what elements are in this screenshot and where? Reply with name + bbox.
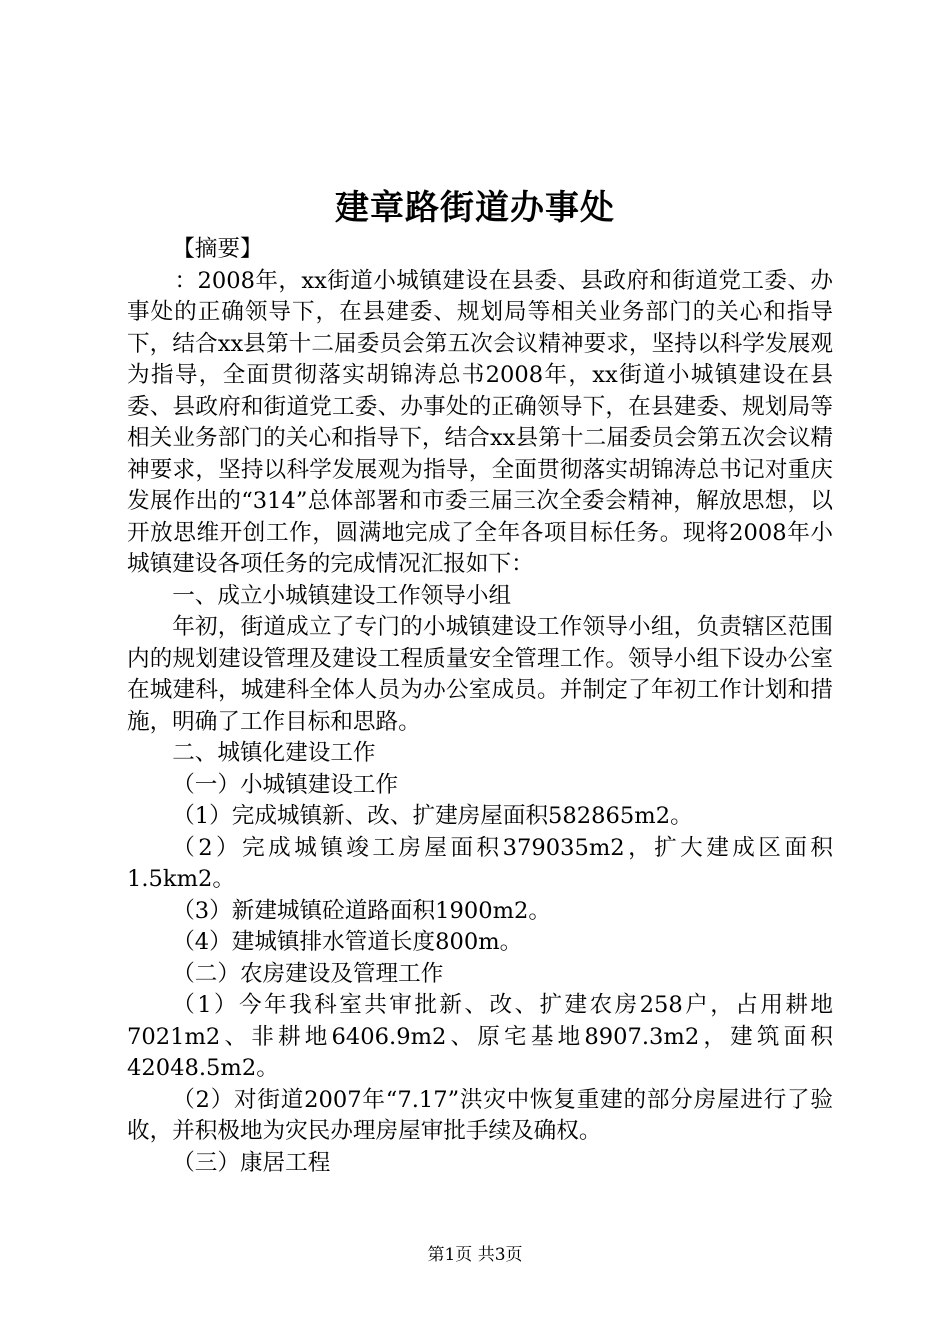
document-body [127, 234, 833, 1179]
list-item: （2）对街道2007年“7.17”洪灾中恢复重建的部分房屋进行了验收，并积极地为灾民办理房屋审批手续及确权。 [127, 1086, 833, 1144]
list-item: （2）完成城镇竣工房屋面积379035m2，扩大建成区面积1.5km2。 [127, 834, 833, 892]
subsection-heading: （三）康居工程 [172, 1149, 331, 1176]
list-item: （1）今年我科室共审批新、改、扩建农房258户，占用耕地7021m2、非耕地6406.9m2、原宅基地8907.3m2，建筑面积42048.5m2。 [127, 992, 833, 1081]
abstract-label: 【摘要】 [172, 236, 263, 262]
page-number-footer: 第1页 共3页 [427, 1245, 523, 1265]
document-title: 建章路街道办事处 [335, 188, 615, 228]
list-item: （4）建城镇排水管道长度800m。 [172, 929, 523, 955]
subsection-heading: （二）农房建设及管理工作 [172, 960, 444, 987]
abstract-paragraph: ：2008年，xx街道小城镇建设在县委、县政府和街道党工委、办事处的正确领导下，在县建委、规划局等相关业务部门的关心和指导下，结合xx县第十二届委员会第五次会议精神要求，坚持以科学发展观为指导，全面贯彻落实胡锦涛总书2008年，xx街道小城镇建设在县委、县政府和街道党工委、办事处的正确领导下，在县建委、规划局等相关业务部门的关心和指导下，结合xx县第十二届委员会第五次会议精神要求，坚持以科学发展观为指导，全面贯彻落实胡锦涛总书记对重庆发展作出的“314”总体部署和市委三届三次全委会精神，解放思想，以开放思维开创工作，圆满地完成了全年各项目标任务。现将2008年小城镇建设各项任务的完成情况汇报如下： [127, 267, 833, 577]
list-item: （3）新建城镇砼道路面积1900m2。 [172, 897, 551, 924]
subsection-heading: （一）小城镇建设工作 [172, 771, 399, 798]
section-heading: 一、成立小城镇建设工作领导小组 [172, 582, 512, 609]
list-item: （1）完成城镇新、改、扩建房屋面积582865m2。 [172, 803, 693, 829]
section-heading: 二、城镇化建设工作 [172, 740, 376, 766]
body-paragraph: 年初，街道成立了专门的小城镇建设工作领导小组，负责辖区范围内的规划建设管理及建设工程质量安全管理工作。领导小组下设办公室在城建科，城建科全体人员为办公室成员。并制定了年初工作计划和措施，明确了工作目标和思路。 [127, 614, 833, 735]
